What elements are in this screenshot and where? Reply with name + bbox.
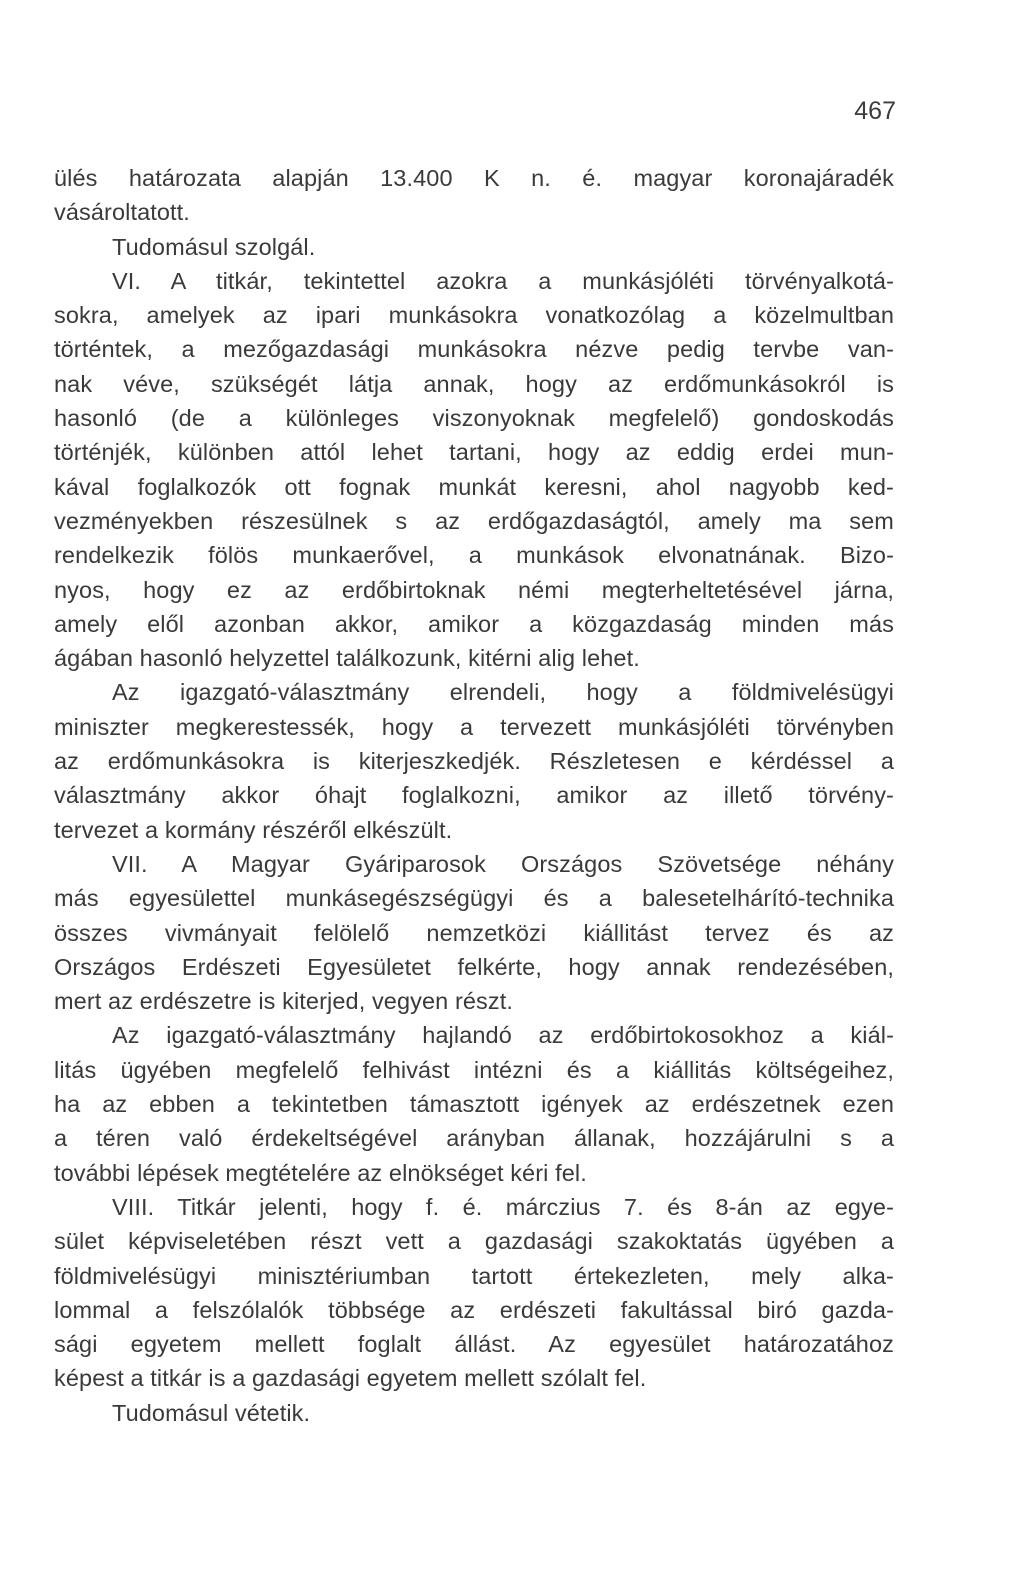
text-line: mert az erdészetre is kiterjed, vegyen részt. [54,988,514,1015]
page-number: 467 [854,97,896,125]
text-line: az erdőmunkásokra is kiterjeszkedjék. Részletesen e kérdéssel a [54,748,894,775]
text-line: Tudomásul vétetik. [112,1399,311,1426]
text-line: történtek, a mezőgazdasági munkásokra nézve pedig tervbe van- [54,336,894,363]
text-line: Országos Erdészeti Egyesületet felkérte, hogy annak rendezésében, [54,953,894,980]
text-line: Az igazgató-választmány elrendeli, hogy a földmivelésügyi [112,679,894,706]
text-line: kával foglalkozók ott fognak munkát keresni, ahol nagyobb ked- [54,473,894,500]
text-line: további lépések megtételére az elnökséget kéri fel. [54,1159,587,1186]
text-line: sokra, amelyek az ipari munkásokra vonatkozólag a közelmultban [54,302,894,329]
text-line: ha az ebben a tekintetben támasztott igények az erdészetnek ezen [54,1091,894,1118]
text-line: képest a titkár is a gazdasági egyetem mellett szólalt fel. [54,1365,647,1392]
text-line: lommal a felszólalók többsége az erdészeti fakultással biró gazda- [54,1296,894,1323]
text-line: litás ügyében megfelelő felhivást intézni és a kiállitás költségeihez, [54,1056,894,1083]
text-line: rendelkezik fölös munkaerővel, a munkások elvonatnának. Bizo- [54,542,894,569]
text-line: hasonló (de a különleges viszonyoknak megfelelő) gondoskodás [54,405,894,432]
text-line: sági egyetem mellett foglalt állást. Az egyesület határozatához [54,1331,894,1358]
text-line: nyos, hogy ez az erdőbirtoknak némi megterheltetésével járna, [54,576,894,603]
text-line: miniszter megkerestessék, hogy a tervezett munkásjóléti törvényben [54,713,894,740]
text-line: Az igazgató-választmány hajlandó az erdőbirtokosokhoz a kiál- [112,1022,894,1049]
text-line: vezményekben részesülnek s az erdőgazdaságtól, amely ma sem [54,507,894,534]
text-line: történjék, különben attól lehet tartani, hogy az eddig erdei mun- [54,439,894,466]
text-line: VII. A Magyar Gyáriparosok Országos Szövetsége néhány [112,850,894,877]
text-line: földmivelésügyi minisztériumban tartott értekezleten, mely alka- [54,1262,894,1289]
text-line: összes vivmányait felölelő nemzetközi kiállitást tervez és az [54,919,894,946]
text-line: választmány akkor óhajt foglalkozni, amikor az illető törvény- [54,782,894,809]
text-line: VI. A titkár, tekintettel azokra a munkásjóléti törvényalkotá- [112,267,894,294]
body-text [54,161,894,1430]
text-line: vásároltatott. [54,199,190,226]
text-line: VIII. Titkár jelenti, hogy f. é. márczius 7. és 8-án az egye- [112,1193,894,1220]
text-line: a téren való érdekeltségével arányban állanak, hozzájárulni s a [54,1125,894,1152]
text-line: sület képviseletében részt vett a gazdasági szakoktatás ügyében a [54,1228,894,1255]
text-line: amely elől azonban akkor, amikor a közgazdaság minden más [54,610,894,637]
text-line: ágában hasonló helyzettel találkozunk, kitérni alig lehet. [54,645,640,672]
text-line: nak véve, szükségét látja annak, hogy az erdőmunkásokról is [54,370,894,397]
text-line: Tudomásul szolgál. [112,233,316,260]
text-line: tervezet a kormány részéről elkészült. [54,816,453,843]
text-line: ülés határozata alapján 13.400 K n. é. magyar koronajáradék [54,165,894,191]
text-line: más egyesülettel munkásegészségügyi és a balesetelhárító-technika [54,885,894,912]
